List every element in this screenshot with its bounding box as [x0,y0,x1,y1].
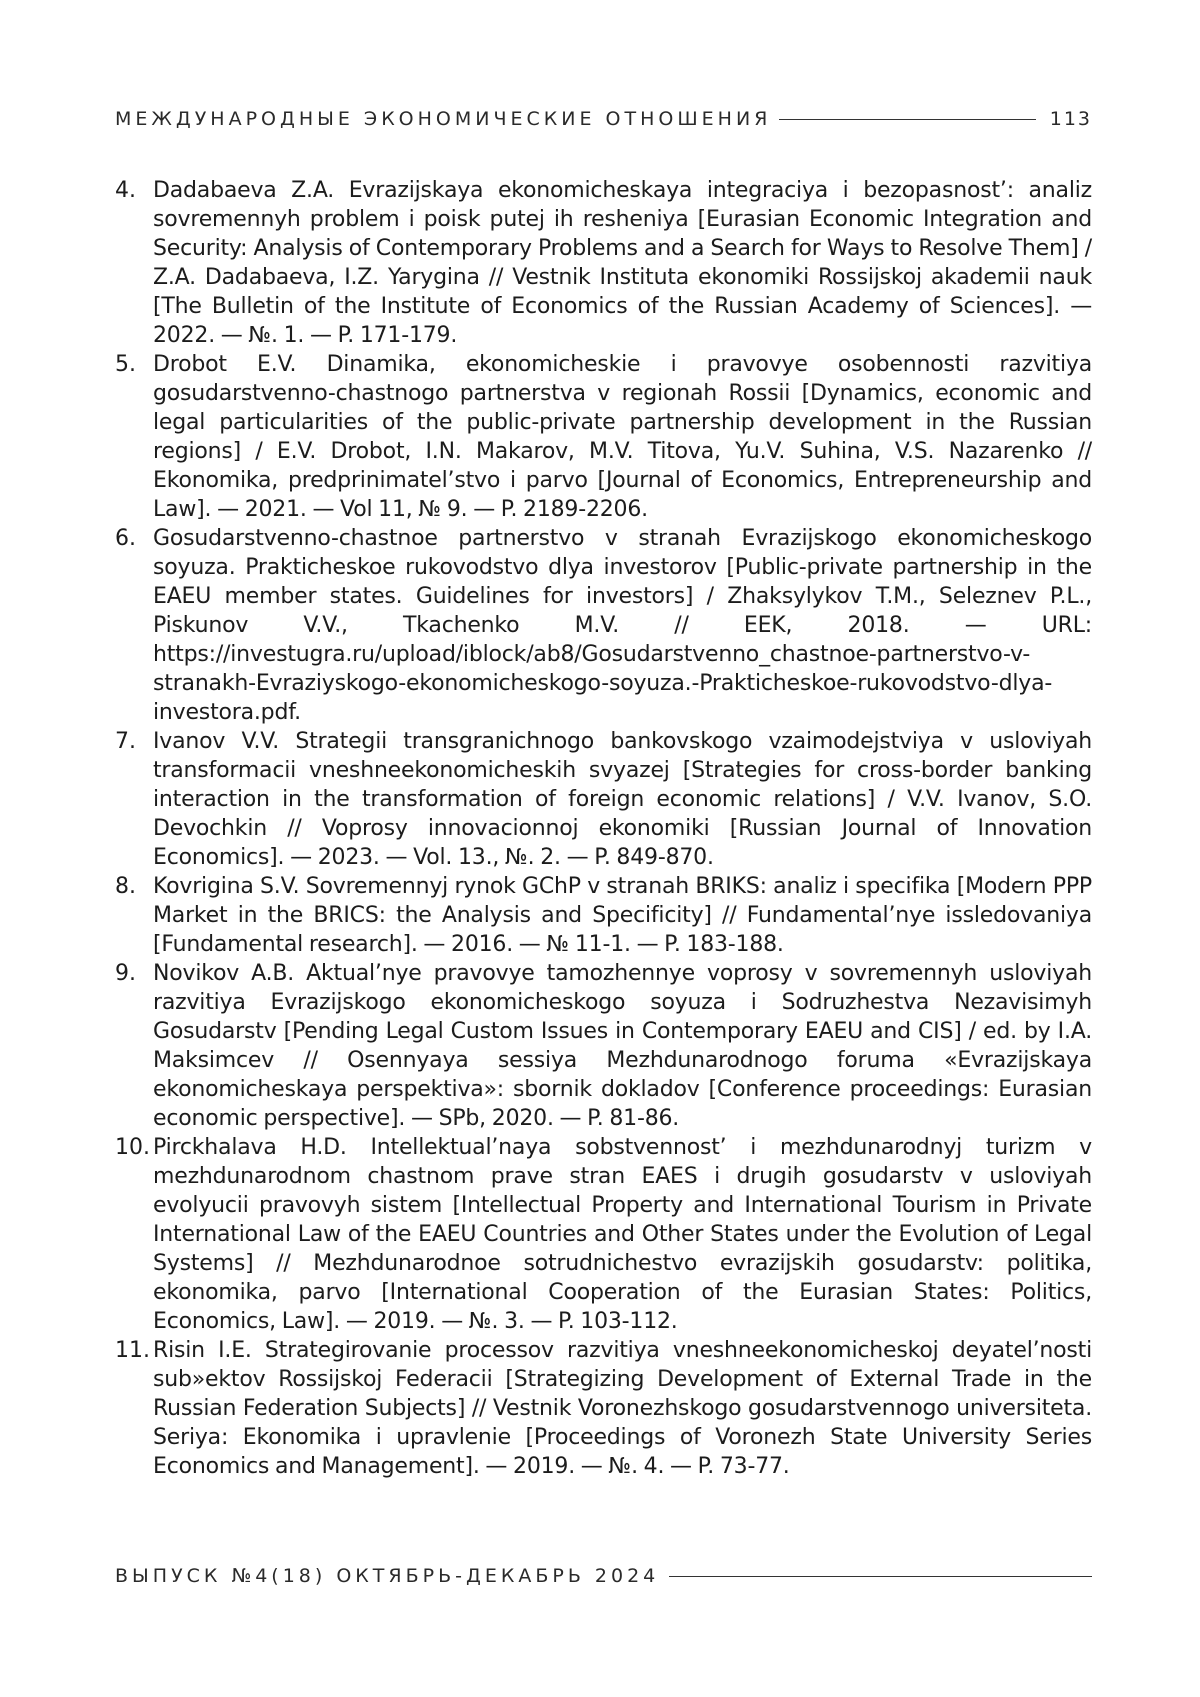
reference-text: Risin I.E. Strategirovanie processov razvitiya vneshneekonomicheskoj deyatel’nosti sub»ektov Rossijskoj Federacii [Strategizing Development of External Trade in the Russian Federation Subjects] // Vestnik Voronezhskogo gosudarstvennogo universiteta. Seriya: Ekonomika i upravlenie [Proceedings of Voronezh State University Series Economics and Management]. — 2019. — №. 4. — P. 73-77. [153,1338,1092,1479]
reference-item [115,1336,1092,1481]
reference-item [115,1133,1092,1336]
page-number: 113 [1049,108,1092,130]
running-header [115,108,1092,130]
reference-number: 6. [115,526,136,551]
journal-title: МЕЖДУНАРОДНЫЕ ЭКОНОМИЧЕСКИЕ ОТНОШЕНИЯ [115,108,772,130]
reference-item [115,176,1092,350]
reference-number: 11. [115,1338,150,1363]
reference-text: Drobot E.V. Dinamika, ekonomicheskie i pravovye osobennosti razvitiya gosudarstvenno-chastnogo partnerstva v regionah Rossii [Dynamics, economic and legal particularities of the public-private partnership development in the Russian regions] / E.V. Drobot, I.N. Makarov, M.V. Titova, Yu.V. Suhina, V.S. Nazarenko // Ekonomika, predprinimatel’stvo i parvo [Journal of Economics, Entrepreneurship and Law]. — 2021. — Vol 11, № 9. — P. 2189-2206. [153,352,1092,522]
reference-text: Dadabaeva Z.A. Evrazijskaya ekonomicheskaya integraciya i bezopasnost’: analiz sovremennyh problem i poisk putej ih resheniya [Eurasian Economic Integration and Security: Analysis of Contemporary Problems and a Search for Ways to Resolve Them] / Z.A. Dadabaeva, I.Z. Yarygina // Vestnik Instituta ekonomiki Rossijskoj akademii nauk [The Bulletin of the Institute of Economics of the Russian Academy of Sciences]. — 2022. — №. 1. — P. 171-179. [153,178,1092,348]
reference-item [115,350,1092,524]
reference-item [115,524,1092,727]
reference-item [115,872,1092,959]
issue-line: ВЫПУСК №4(18) ОКТЯБРЬ-ДЕКАБРЬ 2024 [115,1565,660,1587]
footer-rule [669,1576,1092,1577]
reference-number: 8. [115,874,136,899]
reference-text: Gosudarstvenno-chastnoe partnerstvo v stranah Evrazijskogo ekonomicheskogo soyuza. Prakticheskoe rukovodstvo dlya investorov [Public-private partnership in the EAEU member states. Guidelines for investors] / Zhaksylykov T.M., Seleznev P.L., Piskunov V.V., Tkachenko M.V. // EEK, 2018. — URL: https://investugra.ru/upload/iblock/ab8/Gosudarstvenno_chastnoe-partnerstvo-v-stranakh-Evraziyskogo-ekonomicheskogo-soyuza.-Prakticheskoe-rukovodstvo-dlya-investora.pdf. [153,526,1092,725]
reference-text: Kovrigina S.V. Sovremennyj rynok GChP v stranah BRIKS: analiz i specifika [Modern PPP Market in the BRICS: the Analysis and Specificity] // Fundamental’nye issledovaniya [Fundamental research]. — 2016. — № 11-1. — P. 183-188. [153,874,1092,957]
reference-item [115,727,1092,872]
reference-list [115,176,1092,1481]
reference-number: 4. [115,178,136,203]
reference-number: 5. [115,352,136,377]
reference-text: Ivanov V.V. Strategii transgranichnogo bankovskogo vzaimodejstviya v usloviyah transformacii vneshneekonomicheskih svyazej [Strategies for cross-border banking interaction in the transformation of foreign economic relations] / V.V. Ivanov, S.O. Devochkin // Voprosy innovacionnoj ekonomiki [Russian Journal of Innovation Economics]. — 2023. — Vol. 13., №. 2. — P. 849-870. [153,729,1092,870]
reference-number: 7. [115,729,136,754]
reference-number: 10. [115,1135,150,1160]
reference-text: Novikov A.B. Aktual’nye pravovye tamozhennye voprosy v sovremennyh usloviyah razvitiya Evrazijskogo ekonomicheskogo soyuza i Sodruzhestva Nezavisimyh Gosudarstv [Pending Legal Custom Issues in Contemporary EAEU and CIS] / ed. by I.A. Maksimcev // Osennyaya sessiya Mezhdunarodnogo foruma «Evrazijskaya ekonomicheskaya perspektiva»: sbornik dokladov [Conference proceedings: Eurasian economic perspective]. — SPb, 2020. — P. 81-86. [153,961,1092,1131]
reference-item [115,959,1092,1133]
reference-number: 9. [115,961,136,986]
reference-text: Pirckhalava H.D. Intellektual’naya sobstvennost’ i mezhdunarodnyj turizm v mezhdunarodnom chastnom prave stran EAES i drugih gosudarstv v usloviyah evolyucii pravovyh sistem [Intellectual Property and International Tourism in Private International Law of the EAEU Countries and Other States under the Evolution of Legal Systems] // Mezhdunarodnoe sotrudnichestvo evrazijskih gosudarstv: politika, ekonomika, parvo [International Cooperation of the Eurasian States: Politics, Economics, Law]. — 2019. — №. 3. — P. 103-112. [153,1135,1092,1334]
running-footer [115,1565,1092,1587]
header-rule [779,119,1035,120]
